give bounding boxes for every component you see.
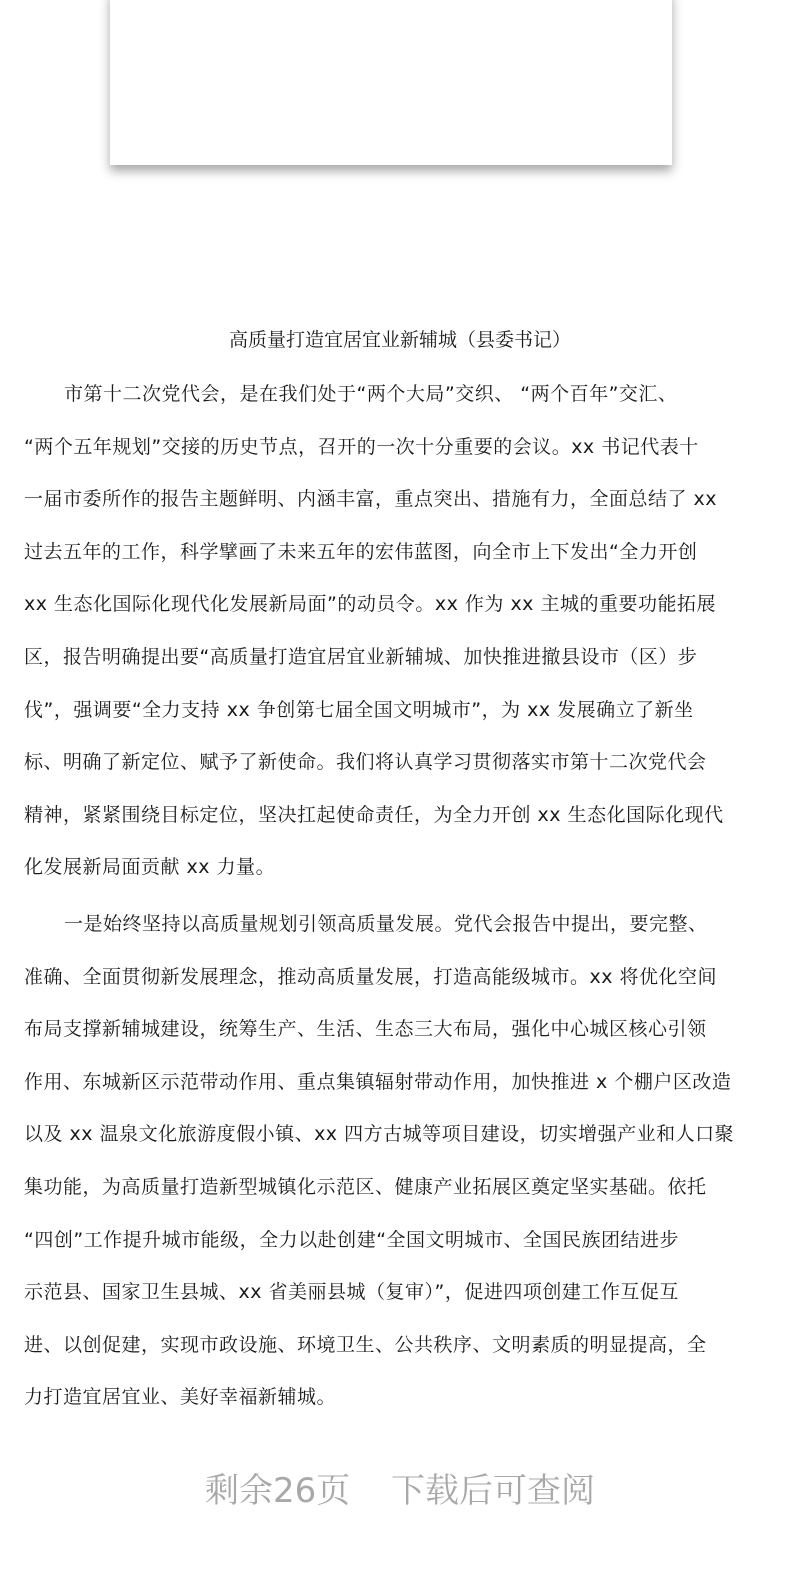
paragraph-line: 示范县、国家卫生县城、xx 省美丽县城（复审）”，促进四项创建工作互促互 <box>24 1281 679 1304</box>
paragraph-line: 作用、东城新区示范带动作用、重点集镇辐射带动作用，加快推进 x 个棚户区改造 <box>24 1070 732 1093</box>
remaining-pages-notice[interactable] <box>0 1466 800 1516</box>
paragraph-line: 伐”，强调要“全力支持 xx 争创第七届全国文明城市”，为 xx 发展确立了新坐 <box>24 698 694 721</box>
paragraph-1 <box>0 376 724 902</box>
remaining-pages-count: 剩余26页 <box>204 1471 351 1511</box>
document-title: 高质量打造宜居宜业新辅城（县委书记） <box>228 329 571 351</box>
download-to-read-label[interactable]: 下载后可查阅 <box>391 1471 596 1511</box>
paragraph-line: 区，报告明确提出要“高质量打造宜居宜业新辅城、加快推进撤县设市（区）步 <box>24 645 698 668</box>
paragraph-line: 市第十二次党代会，是在我们处于“两个大局”交织、 “两个百年”交汇、 <box>64 383 678 405</box>
paragraph-line: 标、明确了新定位、赋予了新使命。我们将认真学习贯彻落实市第十二次党代会 <box>24 751 707 774</box>
paragraph-line: 集功能，为高质量打造新型城镇化示范区、健康产业拓展区奠定坚实基础。依托 <box>24 1175 707 1198</box>
paragraph-line: 准确、全面贯彻新发展理念，推动高质量发展，打造高能级城市。xx 将优化空间 <box>24 965 718 988</box>
paragraph-line: xx 生态化国际化现代化发展新局面”的动员令。xx 作为 xx 主城的重要功能拓展 <box>24 593 716 616</box>
paragraph-line: 进、以创促建，实现市政设施、环境卫生、公共秩序、文明素质的明显提高，全 <box>24 1333 707 1356</box>
paragraph-line: “四创”工作提升城市能级，全力以赴创建“全国文明城市、全国民族团结进步 <box>24 1228 680 1251</box>
paragraph-line: 精神，紧紧围绕目标定位，坚决扛起使命责任，为全力开创 xx 生态化国际化现代 <box>24 803 724 826</box>
paragraph-line: “两个五年规划”交接的历史节点，召开的一次十分重要的会议。xx 书记代表十 <box>24 435 699 458</box>
paragraph-line: 一是始终坚持以高质量规划引领高质量发展。党代会报告中提出，要完整、 <box>64 913 708 935</box>
paragraph-line: 过去五年的工作，科学擘画了未来五年的宏伟蓝图，向全市上下发出“全力开创 <box>24 540 698 563</box>
previous-page-card <box>110 0 672 165</box>
paragraph-line: 布局支撑新辅城建设，统筹生产、生活、生态三大布局，强化中心城区核心引领 <box>24 1018 707 1041</box>
paragraph-2 <box>0 906 734 1432</box>
paragraph-line: 化发展新局面贡献 xx 力量。 <box>24 856 276 879</box>
paragraph-line: 以及 xx 温泉文化旅游度假小镇、xx 四方古城等项目建设，切实增强产业和人口聚 <box>24 1123 735 1146</box>
paragraph-line: 一届市委所作的报告主题鲜明、内涵丰富，重点突出、措施有力，全面总结了 xx <box>24 488 718 511</box>
paragraph-line: 力打造宜居宜业、美好幸福新辅城。 <box>24 1386 337 1409</box>
